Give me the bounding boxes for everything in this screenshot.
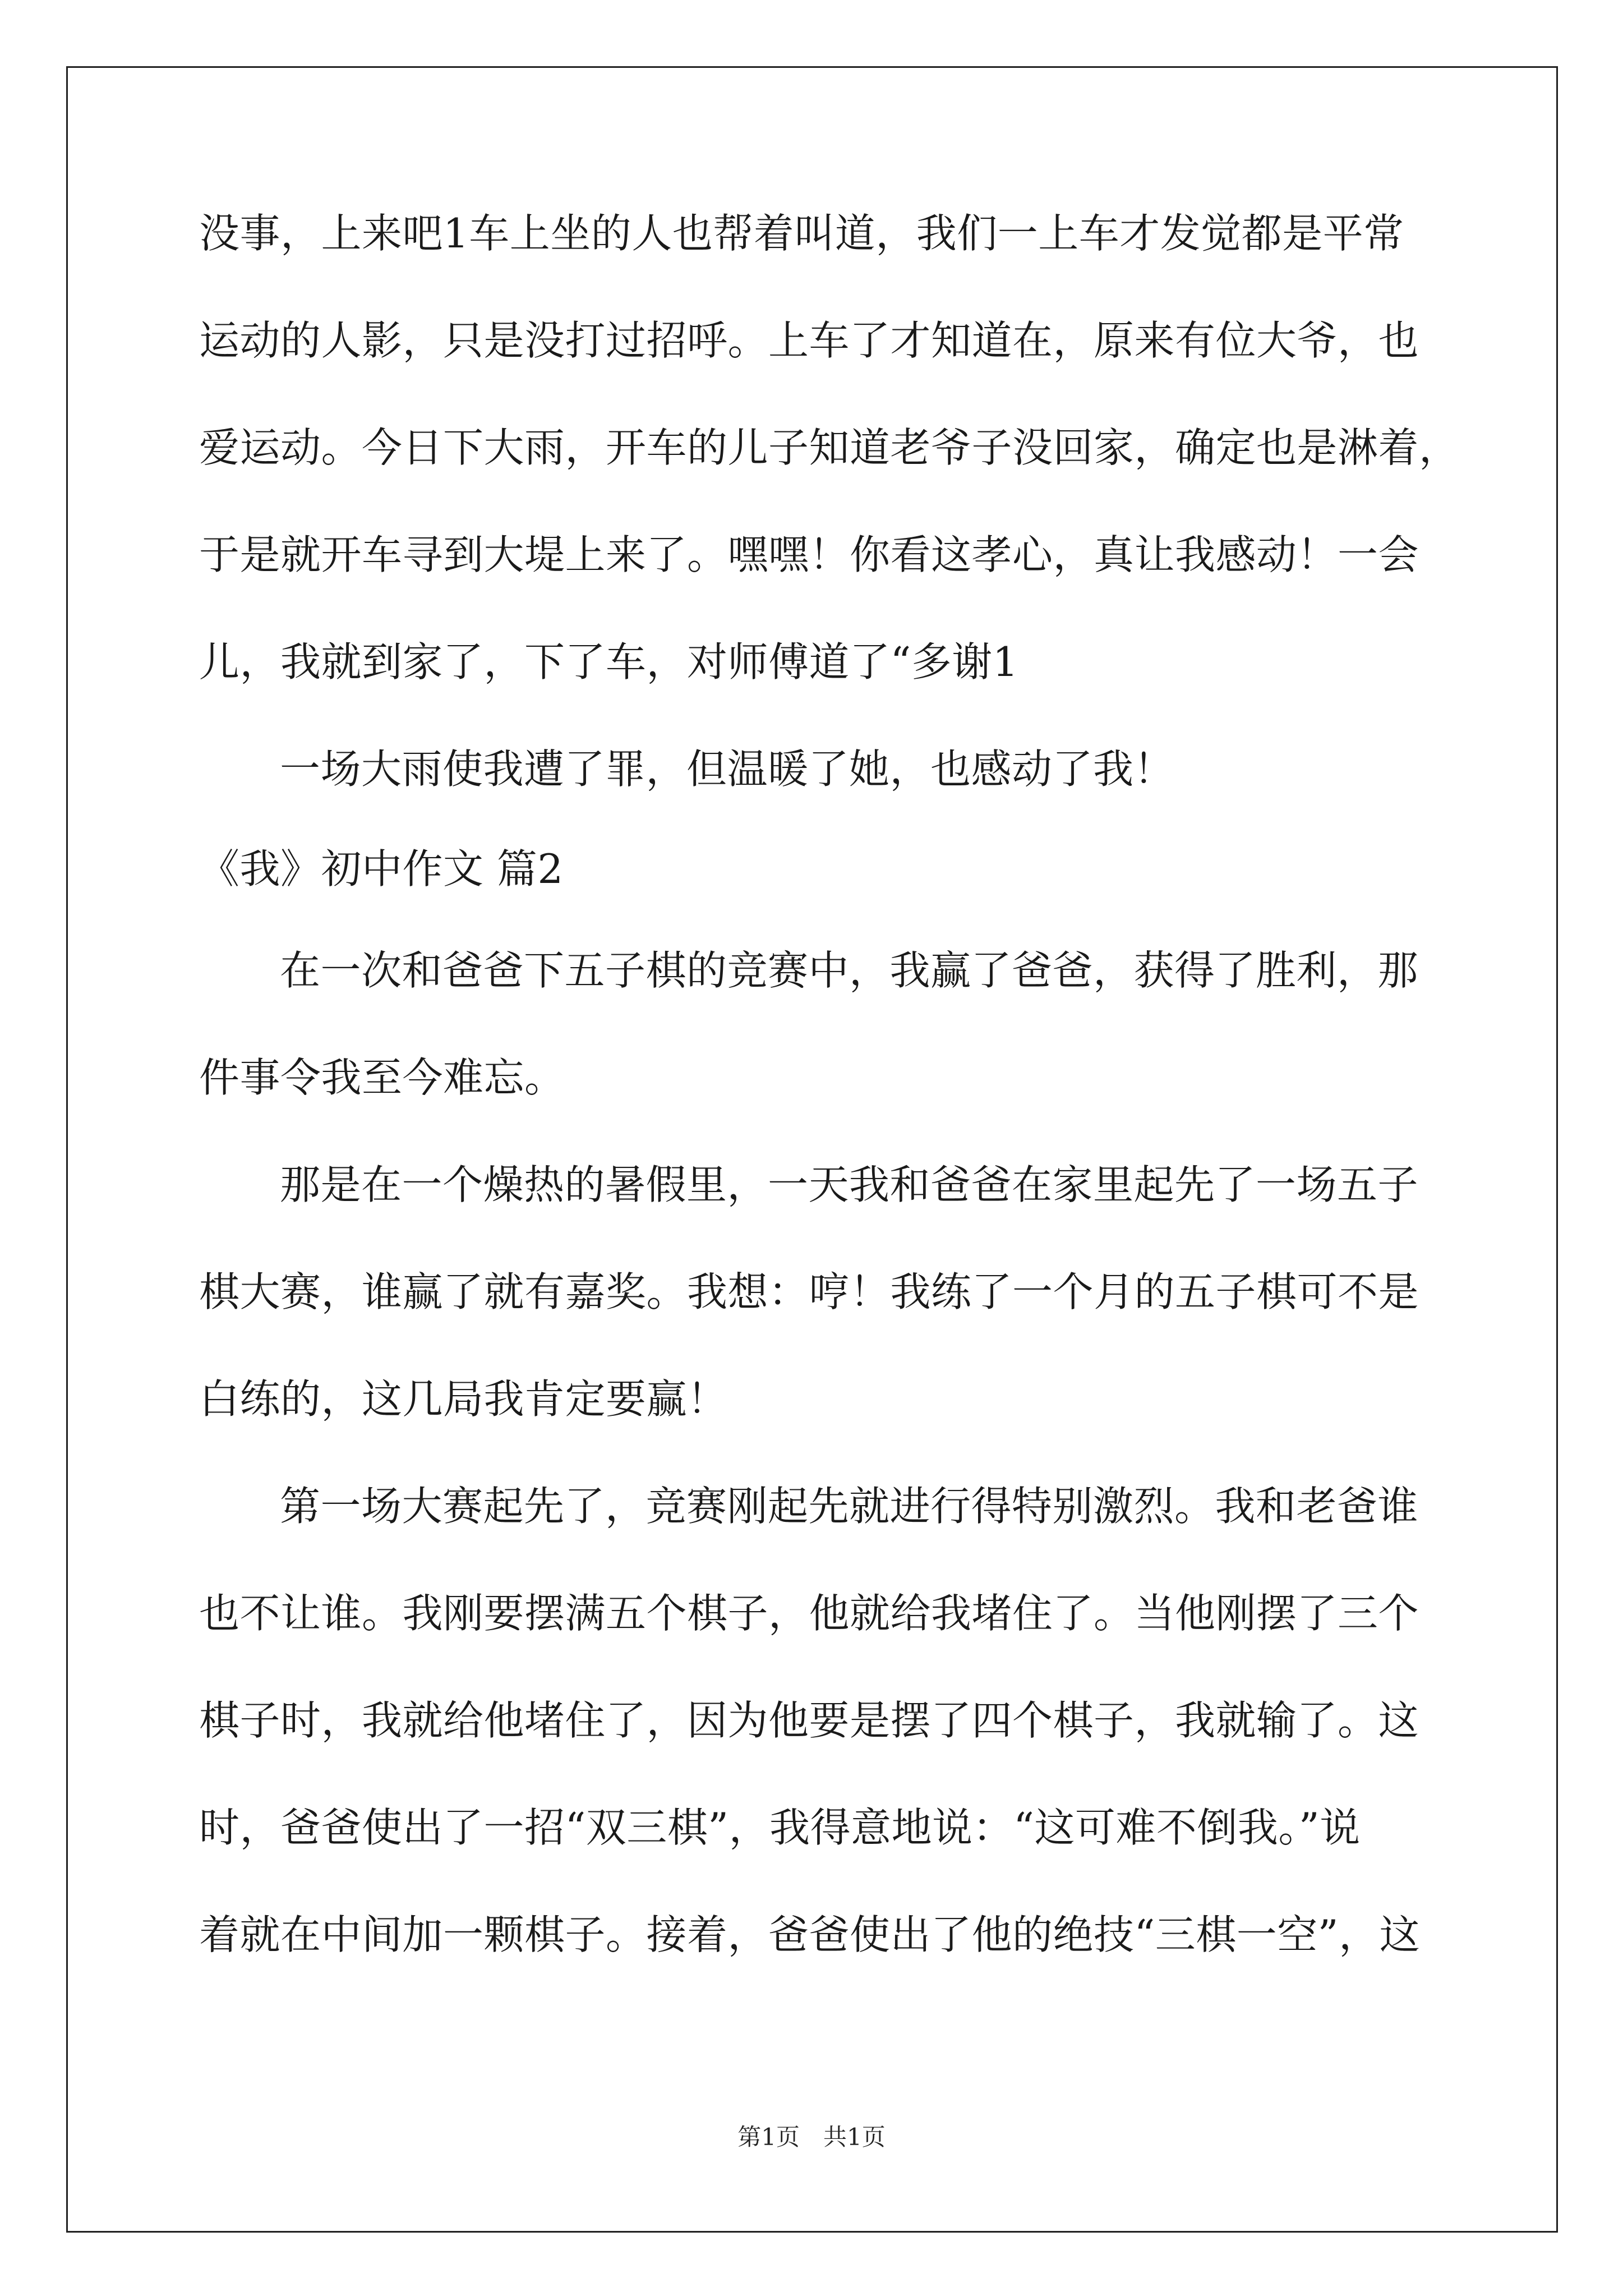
text-line: 运动的人影，只是没打过招呼。上车了才知道在，原来有位大爷，也 xyxy=(199,317,1419,364)
text-line: 儿，我就到家了，下了车，对师傅道了“多谢1 xyxy=(199,638,1019,685)
text-line: 第一场大赛起先了，竞赛刚起先就进行得特别激烈。我和老爸谁 xyxy=(280,1483,1419,1530)
text-line: 着就在中间加一颗棋子。接着，爸爸使出了他的绝技“三棋一空”，这 xyxy=(199,1911,1421,1958)
text-line: 件事令我至今难忘。 xyxy=(199,1054,565,1101)
text-line: 在一次和爸爸下五子棋的竞赛中，我赢了爸爸，获得了胜利，那 xyxy=(280,947,1419,994)
text-line: 也不让谁。我刚要摆满五个棋子，他就给我堵住了。当他刚摆了三个 xyxy=(199,1590,1419,1637)
text-line: 那是在一个燥热的暑假里，一天我和爸爸在家里起先了一场五子 xyxy=(280,1161,1419,1208)
page-footer: 第1页 共1页 xyxy=(737,2123,886,2151)
text-line: 棋子时，我就给他堵住了，因为他要是摆了四个棋子，我就输了。这 xyxy=(199,1697,1419,1744)
text-line: 白练的，这几局我肯定要赢！ xyxy=(199,1375,728,1423)
text-line: 一场大雨使我遭了罪，但温暖了她，也感动了我！ xyxy=(280,746,1175,793)
text-line: 没事，上来吧1车上坐的人也帮着叫道，我们一上车才发觉都是平常 xyxy=(199,210,1404,257)
text-line: 于是就开车寻到大堤上来了。嘿嘿！你看这孝心，真让我感动！一会 xyxy=(199,531,1419,578)
text-line: 爱运动。今日下大雨，开车的儿子知道老爷子没回家，确定也是淋着， xyxy=(199,424,1460,471)
section-heading: 《我》初中作文 篇2 xyxy=(199,845,564,892)
text-line: 棋大赛，谁赢了就有嘉奖。我想：哼！我练了一个月的五子棋可不是 xyxy=(199,1268,1419,1315)
text-line: 时，爸爸使出了一招“双三棋”，我得意地说：“这可难不倒我。”说 xyxy=(199,1804,1361,1851)
